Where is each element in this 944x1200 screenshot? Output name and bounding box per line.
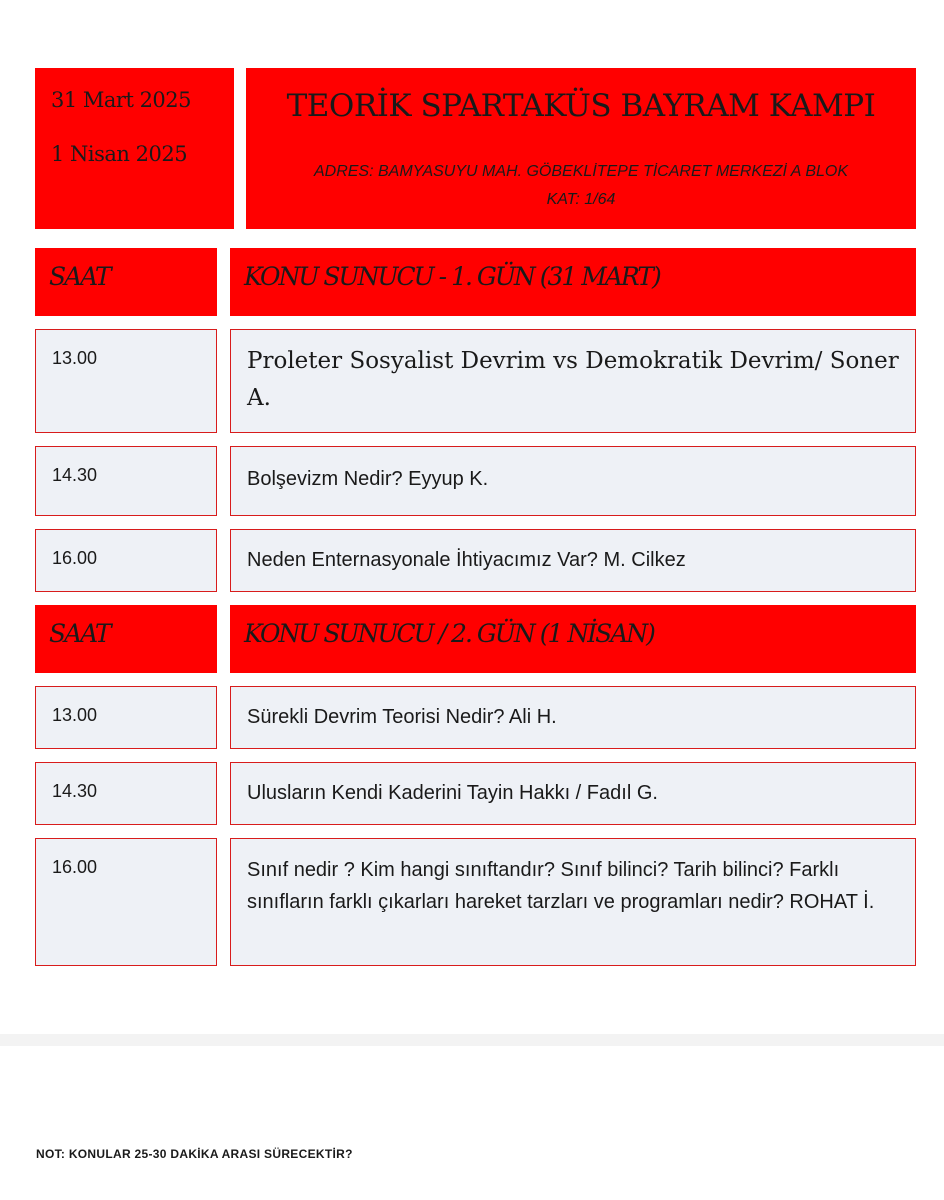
page-title: TEORİK SPARTAKÜS BAYRAM KAMPI [286,88,876,124]
date-day2: 1 Nisan 2025 [51,142,188,166]
day2-row1-time-cell [35,686,217,749]
day2-row1-topic: Sürekli Devrim Teorisi Nedir? Ali H. [247,706,557,728]
day2-row3-topic: Sınıf nedir ? Kim hangi sınıftandır? Sınıf bilinci? Tarih bilinci? Farklı sınıfların farklı çıkarları hareket tarzları ve programları nedir? ROHAT İ. [247,859,875,913]
day2-row3-time: 16.00 [52,857,98,877]
day2-topic-header [230,605,916,673]
day1-row1-topic: Proleter Sosyalist Devrim vs Demokratik Devrim/ Soner A. [247,348,899,411]
day1-row2-topic: Bolşevizm Nedir? Eyyup K. [247,468,489,490]
address-line-2: KAT: 1/64 [546,191,616,208]
day1-topic-header [230,248,916,316]
day1-row2-time: 14.30 [52,465,98,485]
day2-row2-topic-cell [230,762,916,825]
day1-row2-topic-cell [230,446,916,516]
dates-box [35,68,234,229]
day1-row2-time-cell [35,446,217,516]
day2-time-header [35,605,217,673]
day1-row1-time: 13.00 [52,348,98,368]
day1-topic-header-label: KONU SUNUCU - 1. GÜN (31 MART) [244,262,660,291]
date-day1: 31 Mart 2025 [51,88,192,112]
day2-row2-topic: Ulusların Kendi Kaderini Tayin Hakkı / Fadıl G. [247,782,658,804]
address [266,158,896,214]
day2-row1-topic-cell [230,686,916,749]
day2-row2-time-cell [35,762,217,825]
day2-topic-header-label: KONU SUNUCU / 2. GÜN (1 NİSAN) [244,619,654,648]
day1-time-header [35,248,217,316]
day1-row3-topic-cell [230,529,916,592]
title-box [246,68,916,229]
footer-note: NOT: KONULAR 25-30 DAKİKA ARASI SÜRECEKTİR? [36,1147,353,1161]
page-divider [0,1034,944,1046]
address-line-1: ADRES: BAMYASUYU MAH. GÖBEKLİTEPE TİCARET MERKEZİ A BLOK [313,163,849,180]
day2-row2-time: 14.30 [52,781,98,801]
day1-row1-topic-cell [230,329,916,433]
day1-row3-time: 16.00 [52,548,98,568]
day1-time-header-label: SAAT [49,262,110,291]
day2-time-header-label: SAAT [49,619,110,648]
day2-row1-time: 13.00 [52,705,98,725]
day1-row3-time-cell [35,529,217,592]
day1-row1-time-cell [35,329,217,433]
day1-row3-topic: Neden Enternasyonale İhtiyacımız Var? M. Cilkez [247,549,686,571]
day2-row3-time-cell [35,838,217,966]
day2-row3-topic-cell [230,838,916,966]
